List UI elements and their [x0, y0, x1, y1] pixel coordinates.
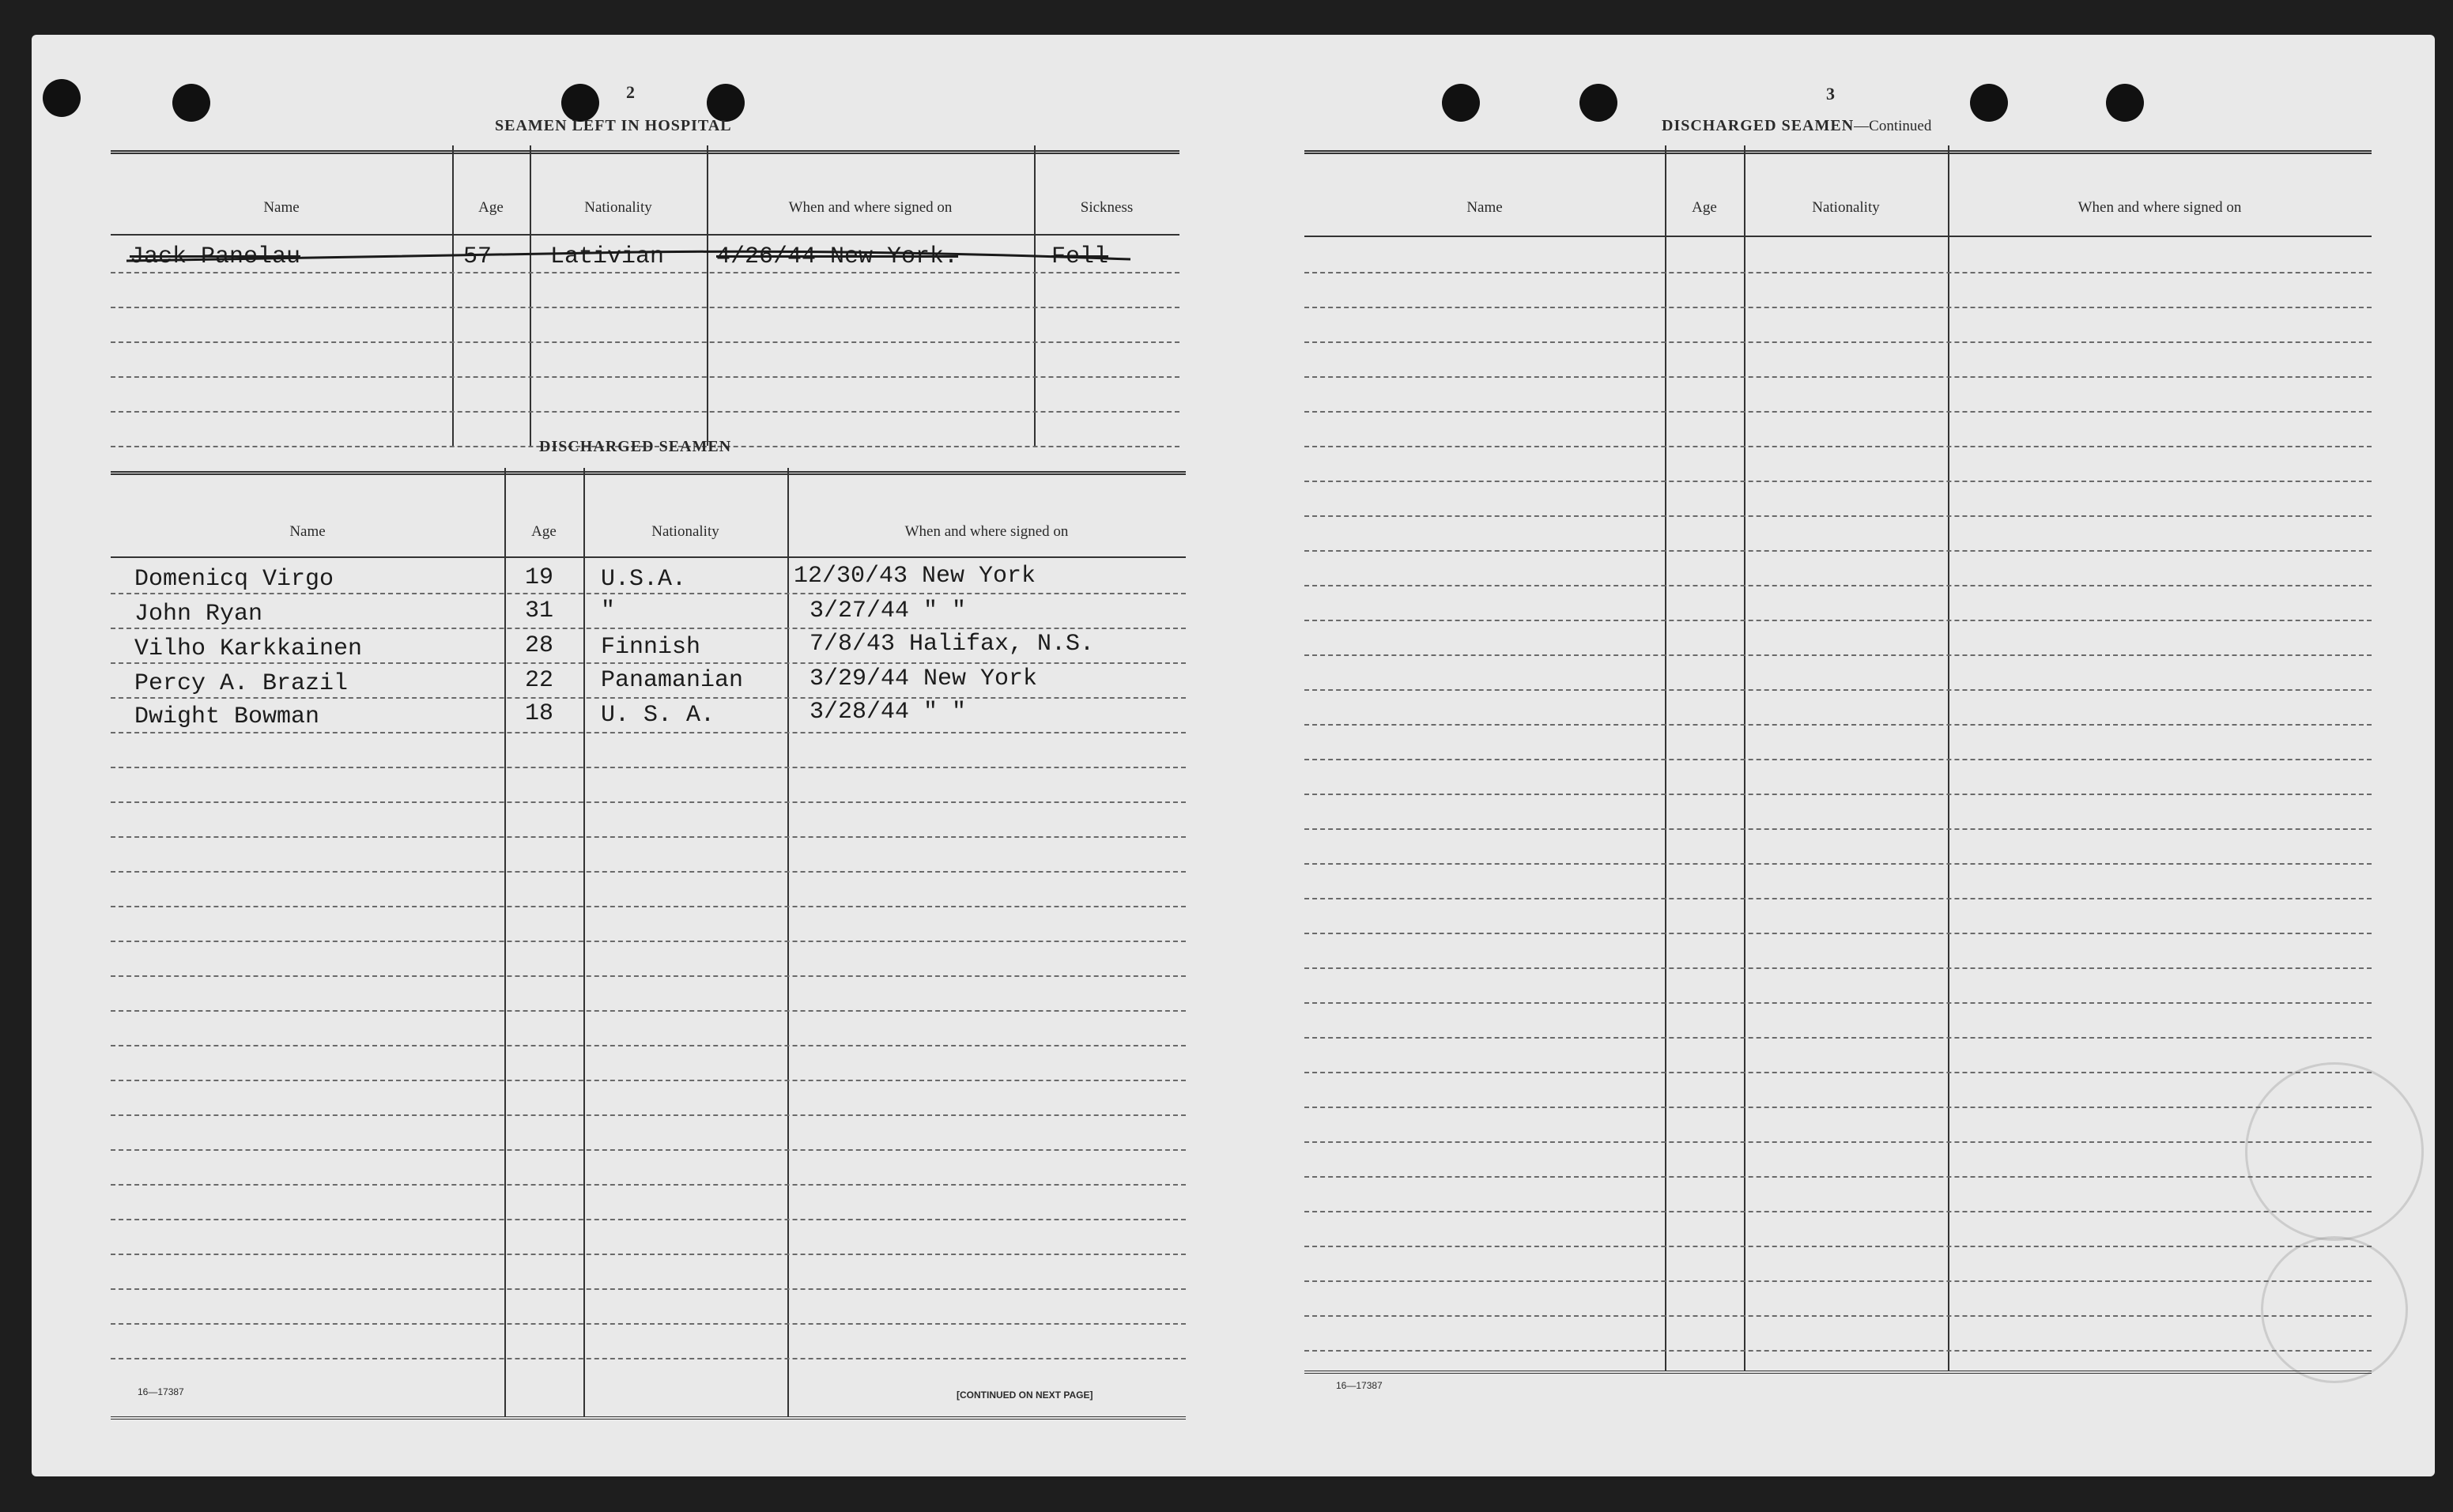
cell-signed-on: 3/27/44 " "	[809, 598, 967, 624]
col-header-age: Age	[531, 523, 557, 540]
right-section-heading	[1662, 117, 1931, 135]
cell-age: 18	[525, 700, 554, 727]
col-header-sickness: Sickness	[1080, 199, 1134, 216]
punch-hole	[172, 84, 210, 122]
right-heading-text: DISCHARGED SEAMEN	[1662, 117, 1855, 134]
punch-hole	[1579, 84, 1617, 122]
punch-hole	[1442, 84, 1480, 122]
form-number-right: 16—17387	[1336, 1380, 1383, 1391]
col-header-name: Name	[1466, 199, 1503, 216]
cell-age: 57	[463, 243, 492, 270]
cell-signed-on: 4/26/44 New York.	[716, 243, 959, 270]
punch-hole	[2106, 84, 2144, 122]
col-header-signed-on: When and where signed on	[2078, 199, 2242, 216]
punch-hole	[707, 84, 745, 122]
cell-age: 19	[525, 564, 554, 591]
discharged-section-heading: DISCHARGED SEAMEN	[539, 438, 732, 455]
hospital-section-heading: SEAMEN LEFT IN HOSPITAL	[495, 117, 732, 134]
col-header-signed-on: When and where signed on	[788, 199, 953, 216]
cell-signed-on: 7/8/43 Halifax, N.S.	[809, 631, 1095, 658]
page-number-left: 2	[626, 82, 635, 102]
cell-name: Vilho Karkkainen	[134, 635, 363, 662]
cell-name: Percy A. Brazil	[134, 670, 349, 697]
form-number-left: 16—17387	[138, 1386, 184, 1397]
cell-sickness: Fell	[1051, 243, 1109, 270]
cell-age: 31	[525, 598, 554, 624]
right-heading-suffix: —Continued	[1854, 118, 1932, 134]
col-header-nationality: Nationality	[584, 199, 652, 216]
cell-age: 22	[525, 667, 554, 694]
col-header-age: Age	[478, 199, 504, 216]
cell-nationality: Finnish	[601, 634, 701, 661]
cell-nationality: U. S. A.	[601, 702, 715, 729]
punch-hole	[561, 84, 599, 122]
cell-name: John Ryan	[134, 601, 263, 628]
cell-nationality: Panamanian	[601, 667, 744, 694]
cell-age: 28	[525, 632, 554, 659]
discharged-continued-table	[1304, 145, 2372, 1410]
punch-hole	[1970, 84, 2008, 122]
discharged-table	[111, 468, 1186, 1426]
col-header-name: Name	[263, 199, 300, 216]
cell-nationality: Lativian	[550, 243, 665, 270]
cell-nationality: U.S.A.	[601, 566, 687, 593]
col-header-name: Name	[289, 523, 326, 540]
page-number-right: 3	[1826, 84, 1835, 104]
cell-name: Domenicq Virgo	[134, 566, 334, 593]
cell-signed-on: 3/29/44 New York	[809, 666, 1038, 692]
cell-name: Jack Panelau	[130, 243, 301, 270]
strike-through-line	[119, 237, 1146, 269]
punch-hole	[43, 79, 81, 117]
cell-signed-on: 3/28/44 " "	[809, 699, 967, 726]
hospital-table	[111, 145, 1179, 454]
cell-nationality: "	[601, 598, 616, 624]
col-header-nationality: Nationality	[1812, 199, 1880, 216]
col-header-signed-on: When and where signed on	[904, 523, 1069, 540]
document-sheet	[32, 35, 2435, 1476]
cell-signed-on: 12/30/43 New York	[794, 563, 1036, 590]
continued-note: [CONTINUED ON NEXT PAGE]	[957, 1389, 1093, 1401]
cell-name: Dwight Bowman	[134, 703, 320, 730]
col-header-nationality: Nationality	[651, 523, 719, 540]
col-header-age: Age	[1692, 199, 1717, 216]
